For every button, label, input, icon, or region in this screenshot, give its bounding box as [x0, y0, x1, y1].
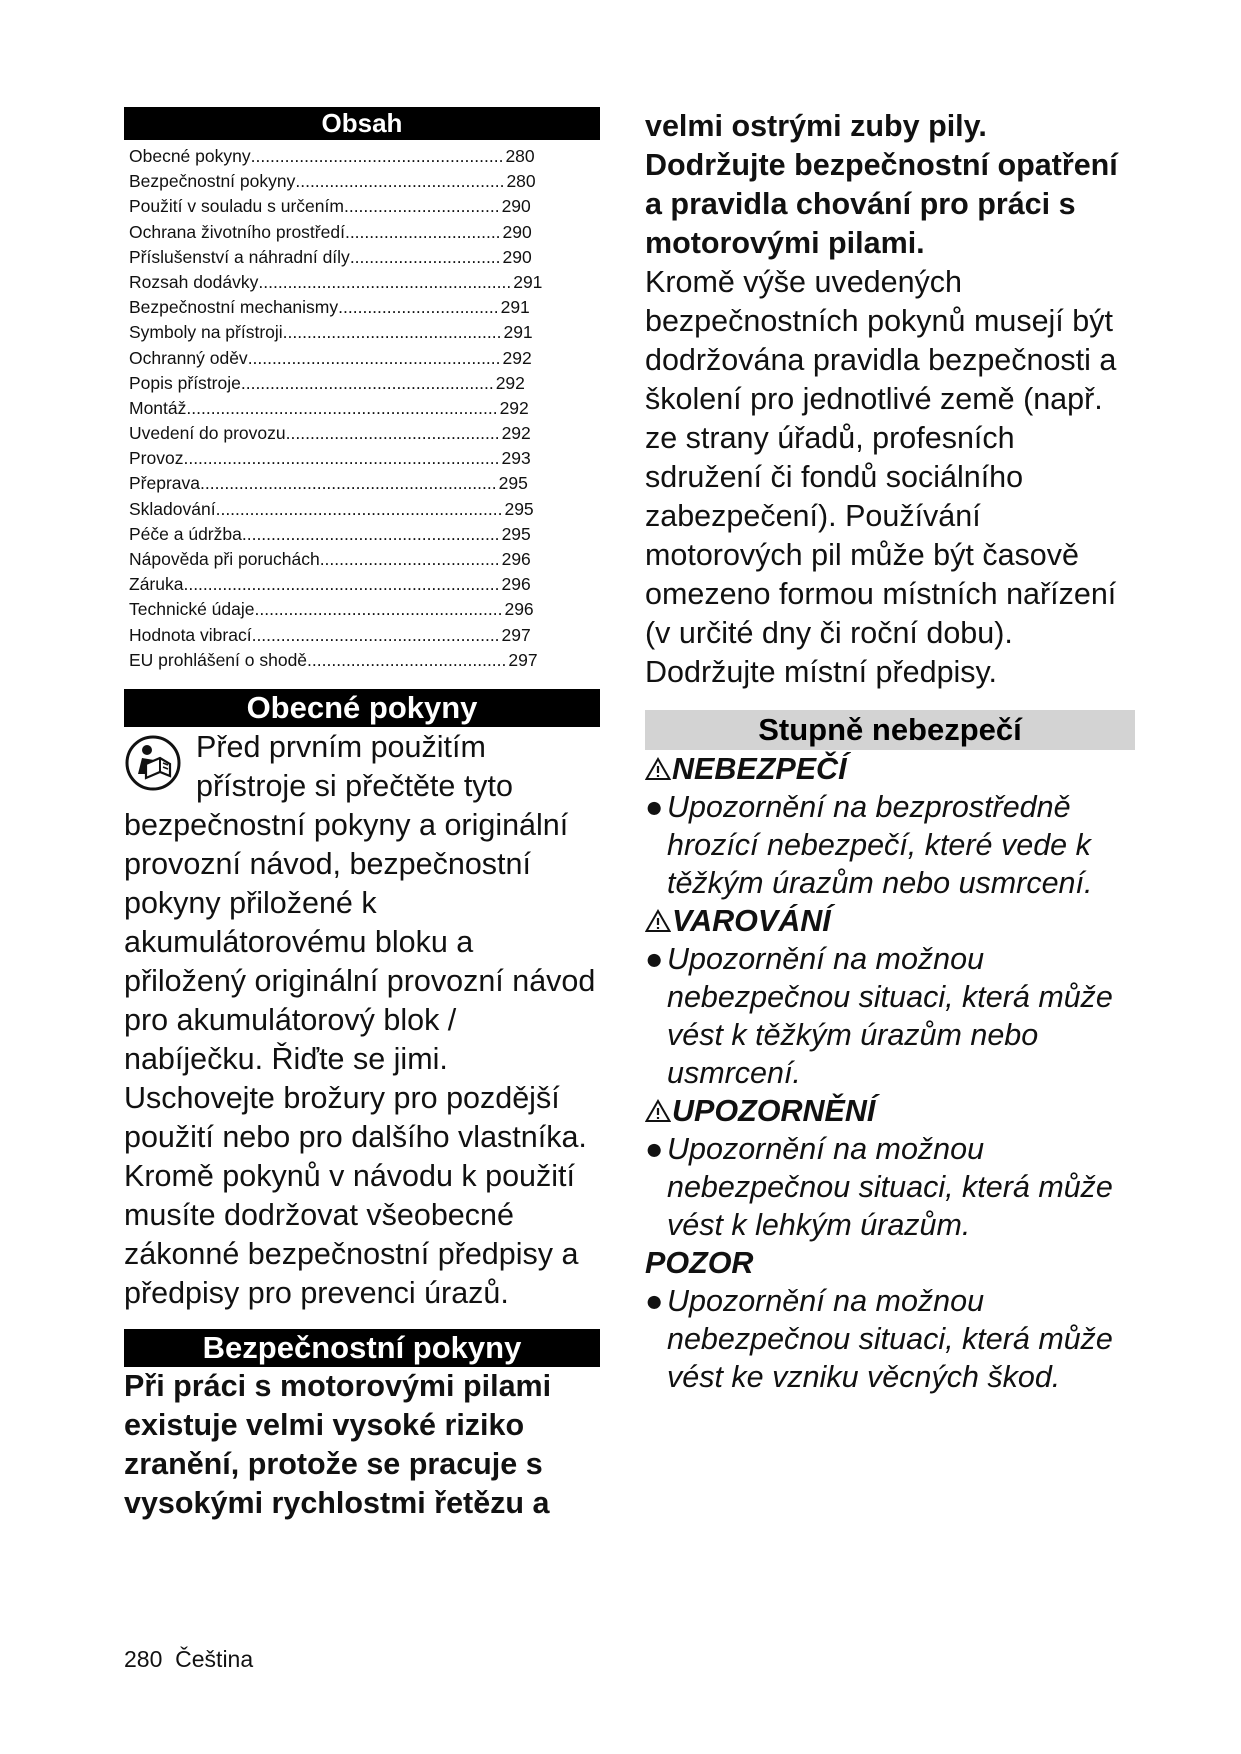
toc-entry-page: 291	[503, 322, 533, 343]
hazard-level-name: POZOR	[645, 1246, 754, 1280]
toc-entry-title: Skladování	[129, 498, 216, 519]
toc-entry-page: 297	[501, 624, 531, 645]
toc-entry	[129, 194, 599, 219]
section-heading-safety: Bezpečnostní pokyny	[124, 1329, 600, 1367]
toc-entry-title: Nápověda při poruchách	[129, 549, 320, 569]
toc-entry-page: 290	[502, 246, 532, 267]
toc-entry-title: Péče a údržba	[129, 523, 242, 544]
toc-entry-page: 292	[495, 372, 525, 393]
toc-heading: Obsah	[124, 107, 600, 140]
toc-entry-dots: ....................................................	[247, 347, 501, 368]
hazard-level-name: NEBEZPEČÍ	[672, 752, 847, 786]
toc-entry-page: 291	[500, 297, 530, 318]
toc-entry-dots: ....................................................	[240, 372, 494, 393]
hazard-level-text: Upozornění na možnou nebezpečnou situaci, která může vést k lehkým úrazům.	[667, 1132, 1113, 1242]
toc-entry	[129, 144, 599, 169]
hazard-level-label	[645, 902, 1135, 940]
toc-entry	[129, 648, 599, 673]
section-heading-hazards: Stupně nebezpečí	[645, 710, 1135, 750]
hazard-level-description	[645, 940, 1135, 1092]
toc-entry	[129, 522, 599, 547]
toc-entry-title: Ochranný oděv	[129, 347, 248, 368]
footer-language: Čeština	[175, 1646, 254, 1672]
safety-warning-bold-right: velmi ostrými zuby pily. Dodržujte bezpečnostní opatření a pravidla chování pro práci s motorovými pilami.	[645, 109, 1118, 260]
toc-entry-dots: .....................................................	[241, 523, 500, 544]
toc-entry-dots: ....................................................	[250, 146, 504, 166]
hazard-level-description	[645, 788, 1135, 902]
toc-entry-dots: .................................	[338, 297, 499, 318]
toc-entry-dots: ...................................................	[254, 599, 503, 620]
toc-entry-page: 280	[505, 146, 535, 166]
toc-entry-title: Uvedení do provozu	[129, 423, 286, 444]
toc-entry-page: 292	[499, 397, 529, 418]
toc-entry-dots: .........................................	[307, 649, 507, 670]
toc-entry-title: Montáž	[129, 397, 187, 418]
section-heading-general: Obecné pokyny	[124, 689, 600, 727]
hazard-level-label	[645, 750, 1135, 788]
toc-entry	[129, 245, 599, 270]
toc-entry	[129, 169, 599, 194]
toc-entry	[129, 471, 599, 496]
toc-entry-dots: ...................................................	[251, 624, 500, 645]
hazard-level-description	[645, 1282, 1135, 1396]
hazard-levels	[645, 750, 1135, 1396]
hazard-level-label	[645, 1092, 1135, 1130]
toc-entry-dots: ...............................	[349, 246, 501, 267]
hazard-level-description	[645, 1130, 1135, 1244]
toc-entry-title: Příslušenství a náhradní díly	[129, 246, 350, 267]
toc-entry	[129, 371, 599, 396]
toc-entry-dots: .....................................	[319, 549, 500, 569]
bullet-icon: ●	[645, 1132, 664, 1166]
toc-entry-dots: ............................................	[285, 423, 500, 444]
table-of-contents	[129, 144, 599, 673]
hazard-level-label	[645, 1244, 1135, 1282]
hazard-level-text: Upozornění na možnou nebezpečnou situaci, která může vést ke vzniku věcných škod.	[667, 1284, 1113, 1394]
hazard-level-text: Upozornění na možnou nebezpečnou situaci, která může vést k těžkým úrazům nebo usmrcení.	[667, 942, 1113, 1090]
toc-entry	[129, 572, 599, 597]
warning-triangle-icon	[645, 757, 671, 781]
toc-entry	[129, 220, 599, 245]
toc-entry-title: Přeprava	[129, 473, 201, 494]
toc-entry	[129, 446, 599, 471]
toc-entry-page: 293	[501, 448, 531, 469]
warning-triangle-icon	[645, 909, 671, 933]
toc-entry-dots: .............................................................	[200, 473, 497, 494]
toc-entry-page: 296	[504, 599, 534, 620]
toc-entry-dots: ................................................................	[186, 397, 498, 418]
toc-entry-page: 295	[498, 473, 528, 494]
toc-entry-title: Hodnota vibrací	[129, 624, 252, 645]
toc-entry-page: 292	[501, 423, 531, 444]
toc-entry	[129, 497, 599, 522]
toc-entry	[129, 346, 599, 371]
toc-entry-title: Technické údaje	[129, 599, 255, 620]
hazard-level-name: UPOZORNĚNÍ	[672, 1094, 876, 1128]
toc-entry-page: 280	[506, 171, 536, 192]
toc-entry-dots: ....................................................	[258, 271, 512, 292]
toc-entry	[129, 270, 599, 295]
toc-entry-title: Rozsah dodávky	[129, 271, 259, 292]
toc-entry-title: Popis přístroje	[129, 372, 241, 393]
read-manual-icon	[124, 734, 182, 792]
left-column	[124, 107, 600, 1523]
toc-entry-page: 296	[501, 549, 531, 569]
toc-entry-title: Ochrana životního prostředí	[129, 221, 345, 242]
toc-entry-page: 297	[508, 649, 538, 670]
toc-entry	[129, 421, 599, 446]
general-paragraph-1	[124, 728, 600, 1157]
toc-entry	[129, 623, 599, 648]
page-footer	[124, 1646, 253, 1673]
page-number: 280	[124, 1646, 163, 1672]
toc-entry-title: Symboly na přístroji	[129, 322, 283, 343]
toc-entry-title: Bezpečnostní pokyny	[129, 171, 296, 192]
toc-entry-title: EU prohlášení o shodě	[129, 649, 308, 670]
toc-entry-dots: ...........................................................	[215, 498, 503, 519]
toc-entry-dots: ................................	[343, 196, 500, 217]
toc-entry-page: 295	[501, 523, 531, 544]
toc-entry-title: Obecné pokyny	[129, 146, 251, 166]
toc-entry-dots: .................................................................	[183, 448, 500, 469]
toc-entry-title: Provoz	[129, 448, 184, 469]
toc-entry-page: 292	[502, 347, 532, 368]
hazard-level-text: Upozornění na bezprostředně hrozící nebezpečí, které vede k těžkým úrazům nebo usmrcení.	[667, 790, 1093, 900]
general-paragraph-2: Kromě pokynů v návodu k použití musíte dodržovat všeobecné zákonné bezpečnostní předpisy a předpisy pro prevenci úrazů.	[124, 1158, 579, 1310]
toc-entry-dots: ................................	[344, 221, 501, 242]
toc-entry-dots: .............................................	[282, 322, 502, 343]
toc-entry	[129, 320, 599, 345]
toc-entry-page: 290	[501, 196, 531, 217]
toc-entry-title: Záruka	[129, 574, 184, 595]
right-column	[645, 107, 1135, 1396]
toc-entry-title: Použití v souladu s určením	[129, 196, 344, 217]
toc-entry-dots: .................................................................	[183, 574, 500, 595]
safety-warning-bold-left: Při práci s motorovými pilami existuje velmi vysoké riziko zranění, protože se pracuje s vysokými rychlostmi řetězu a	[124, 1368, 552, 1520]
toc-entry	[129, 295, 599, 320]
toc-entry-page: 295	[504, 498, 534, 519]
toc-entry-title: Bezpečnostní mechanismy	[129, 297, 339, 318]
bullet-icon: ●	[645, 1284, 664, 1318]
toc-entry-dots: ...........................................	[295, 171, 505, 192]
toc-entry-page: 296	[501, 574, 531, 595]
hazard-level-name: VAROVÁNÍ	[672, 904, 831, 938]
toc-entry-page: 290	[502, 221, 532, 242]
toc-entry	[129, 597, 599, 622]
safety-paragraph: Kromě výše uvedených bezpečnostních pokynů musejí být dodržována pravidla bezpečnosti a školení pro jednotlivé země (např. ze strany úřadů, profesních sdružení či fondů sociálního zabezpečení). Používání motorových pil může být časově omezeno formou místních nařízení (v určité dny či roční dobu). Dodržujte místní předpisy.	[645, 265, 1117, 689]
toc-entry	[129, 396, 599, 421]
general-paragraph-1-text: Před prvním použitím přístroje si přečtěte tyto bezpečnostní pokyny a originální provozní návod, bezpečnostní pokyny přiložené k akumulátorovému bloku a přiložený originální provozní návod pro akumulátorový blok / nabíječku. Řiďte se jimi. Uschovejte brožury pro pozdější použití nebo pro dalšího vlastníka.	[124, 729, 596, 1154]
bullet-icon: ●	[645, 790, 664, 824]
toc-entry	[129, 547, 599, 572]
bullet-icon: ●	[645, 942, 664, 976]
toc-entry-page: 291	[513, 271, 543, 292]
warning-triangle-icon	[645, 1099, 671, 1123]
